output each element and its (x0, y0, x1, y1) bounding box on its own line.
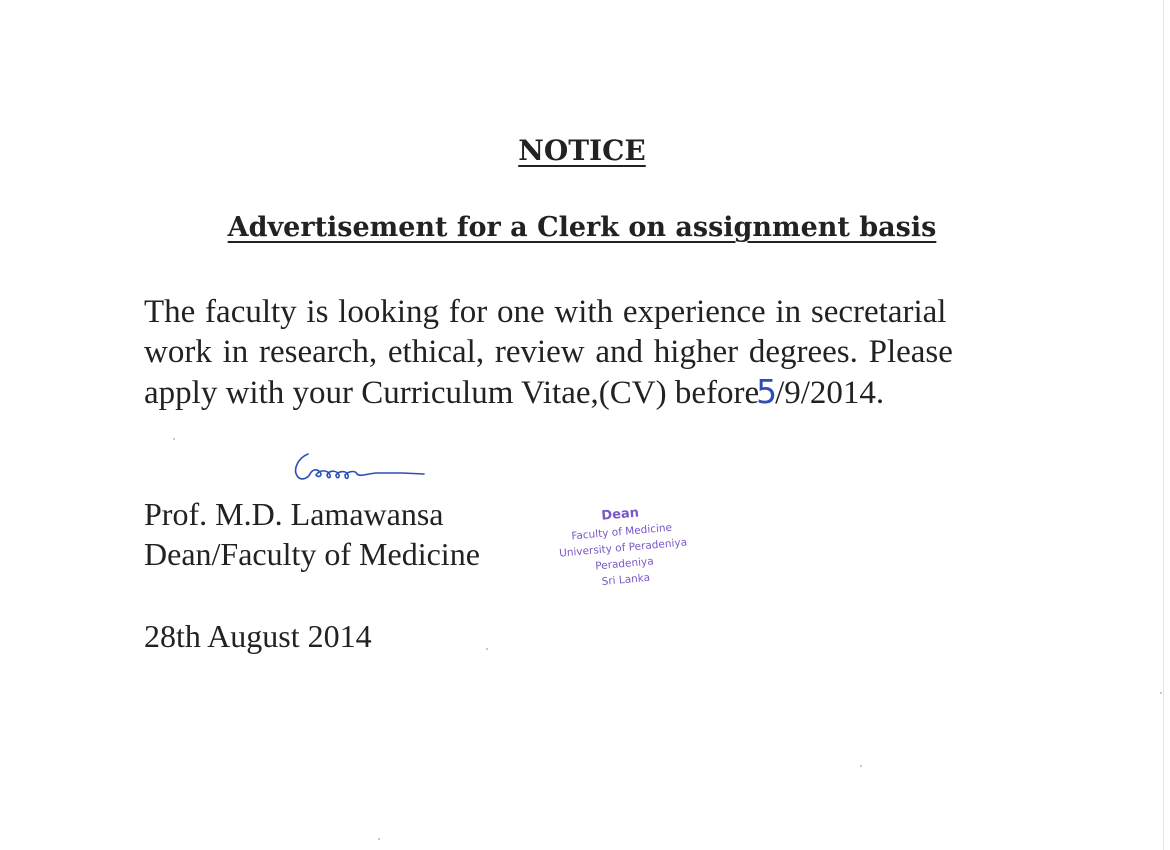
body-line-2: work in research, ethical, review and higher degrees. Please (144, 334, 953, 370)
signature (290, 444, 430, 488)
notice-body (144, 292, 1034, 413)
scan-speck (860, 765, 862, 767)
scan-speck (173, 438, 175, 440)
body-line-3-text: apply with your Curriculum Vitae,(CV) before (144, 375, 760, 411)
scan-speck (378, 838, 380, 840)
notice-title: NOTICE (518, 134, 646, 167)
official-stamp (545, 500, 702, 595)
advertisement-title: Advertisement for a Clerk on assignment basis (227, 212, 937, 243)
stamp-line-dean: Dean (600, 505, 640, 524)
stamp-line-country: Sri Lanka (601, 571, 651, 588)
notice-date: 28th August 2014 (144, 618, 372, 654)
scan-speck (1160, 692, 1162, 694)
body-line-3 (144, 372, 1034, 413)
body-line-1: The faculty is looking for one with experience in secretarial (144, 294, 947, 330)
scan-edge (1163, 0, 1164, 850)
stamp-line-faculty: Faculty of Medicine (570, 521, 673, 543)
handwritten-date-correction: 5 (756, 372, 778, 411)
scan-speck (486, 648, 488, 650)
signatory-role: Dean/Faculty of Medicine (144, 536, 480, 572)
stamp-line-city: Peradeniya (594, 555, 655, 573)
stamp-line-university: University of Peradeniya (558, 536, 688, 560)
signatory-name: Prof. M.D. Lamawansa (144, 496, 444, 532)
body-line-3-date: /9/2014. (775, 375, 885, 411)
